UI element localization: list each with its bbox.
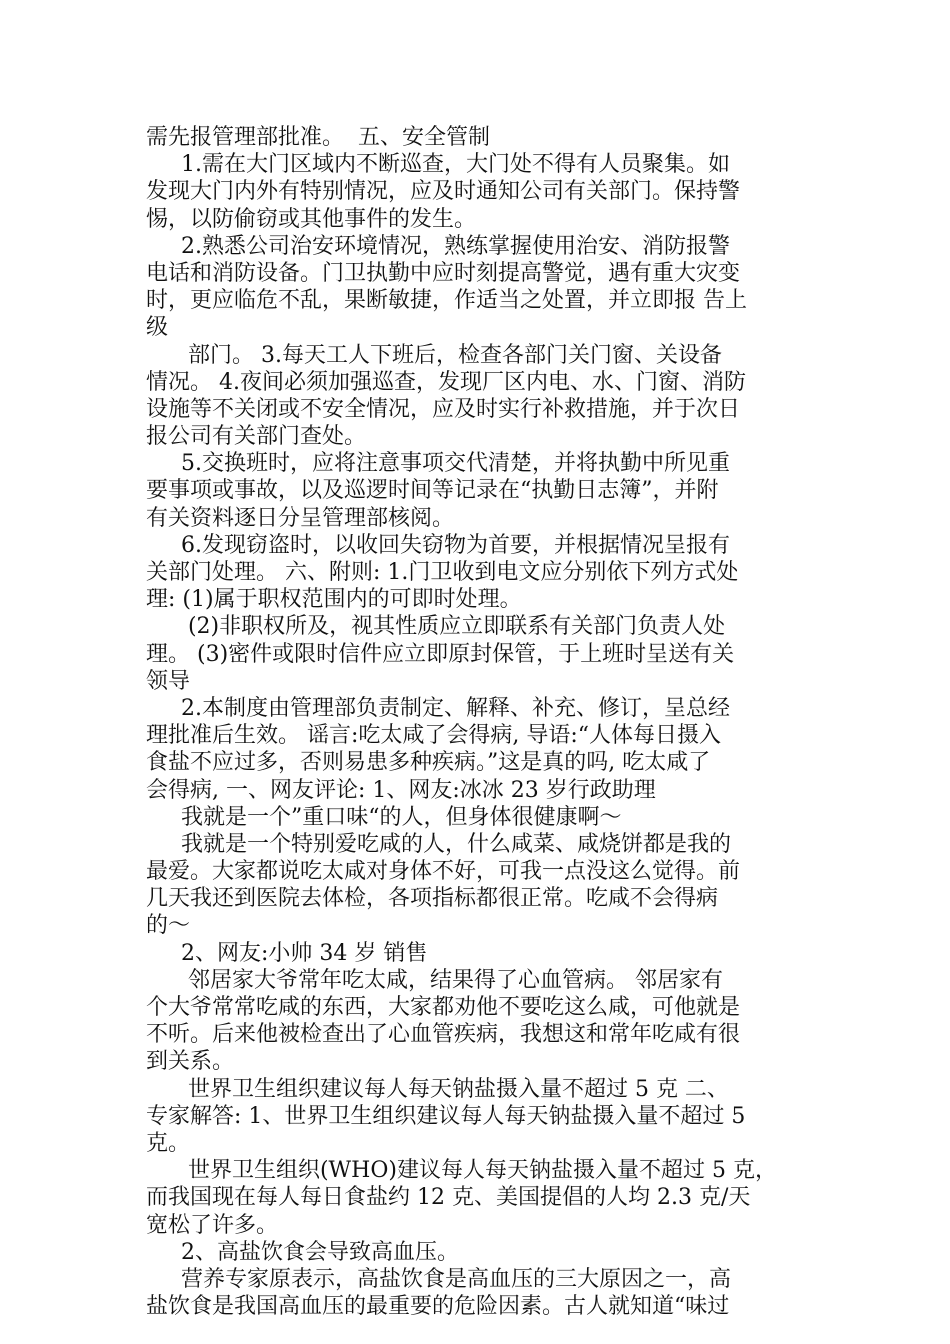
text-line: 部门。 3.每天工人下班后，检查各部门关门窗、关设备 [146,342,722,368]
text-line: 我就是一个”重口味“的人，但身体很健康啊～ [146,804,622,830]
text-line: 几天我还到医院去体检，各项指标都很正常。吃咸不会得病 [146,886,719,912]
text-line: 到关系。 [146,1049,235,1075]
text-line: 世界卫生组织建议每人每天钠盐摄入量不超过 5 克 二、 [146,1076,729,1102]
text-line: 1.需在大门区域内不断巡查，大门处不得有人员聚集。如 [146,152,730,178]
text-line: 邻居家大爷常年吃太咸，结果得了心血管病。 邻居家有 [146,967,723,993]
text-line: 时，更应临危不乱，果断敏捷，作适当之处置，并立即报 告上 [146,288,747,314]
text-line: (2)非职权所及，视其性质应立即联系有关部门负责人处 [146,614,726,640]
document-body [146,124,814,1320]
text-line: 的～ [146,913,191,939]
text-line: 理。 (3)密件或限时信件应立即原封保管，于上班时呈送有关 [146,641,735,667]
text-line: 关部门处理。 六、附则: 1.门卫收到电文应分别依下列方式处 [146,560,739,585]
text-line: 要事项或事故，以及巡逻时间等记录在“执勤日志簿”，并附 [146,478,719,504]
text-line: 2.本制度由管理部负责制定、解释、补充、修订，呈总经 [146,695,730,721]
text-line: 专家解答: 1、世界卫生组织建议每人每天钠盐摄入量不超过 5 [146,1103,746,1129]
text-line: 报公司有关部门查处。 [146,424,367,450]
text-line: 个大爷常常吃咸的东西，大家都劝他不要吃这么咸，可他就是 [146,995,741,1020]
text-line: 2、网友:小帅 34 岁 销售 [146,940,428,966]
text-line: 我就是一个特别爱吃咸的人，什么咸菜、咸烧饼都是我的 [146,831,731,857]
text-line: 食盐不应过多，否则易患多种疾病。”这是真的吗, 吃太咸了 [146,750,711,776]
text-line: 理: (1)属于职权范围内的可即时处理。 [146,587,522,613]
text-line: 2、高盐饮食会导致高血压。 [146,1239,459,1265]
text-line: 惕，以防偷窃或其他事件的发生。 [146,206,477,232]
text-line: 会得病, 一、网友评论: 1、网友:冰冰 23 岁行政助理 [146,777,656,803]
text-line: 盐饮食是我国高血压的最重要的危险因素。古人就知道“味过 [146,1294,730,1320]
text-line: 6.发现窃盗时，以收回失窃物为首要，并根据情况呈报有 [146,532,730,558]
text-line: 发现大门内外有特别情况，应及时通知公司有关部门。保持警 [146,179,741,205]
text-line: 不听。后来他被检查出了心血管疾病，我想这和常年吃咸有很 [146,1022,741,1048]
text-line: 有关资料逐日分呈管理部核阅。 [146,505,455,531]
text-line: 电话和消防设备。门卫执勤中应时刻提高警觉，遇有重大灾变 [146,260,741,286]
text-line: 需先报管理部批准。 五、安全管制 [146,125,490,150]
text-line: 最爱。大家都说吃太咸对身体不好，可我一点没这么觉得。前 [146,859,741,885]
text-line: 领导 [146,668,191,694]
text-line: 克。 [146,1130,191,1156]
text-line: 5.交换班时，应将注意事项交代清楚，并将执勤中所见重 [146,451,730,477]
text-line: 而我国现在每人每日食盐约 12 克、美国提倡的人均 2.3 克/天 [146,1185,751,1211]
text-line: 设施等不关闭或不安全情况，应及时实行补救措施，并于次日 [146,396,741,422]
text-line: 2.熟悉公司治安环境情况，熟练掌握使用治安、消防报警 [146,233,730,259]
text-line: 宽松了许多。 [146,1212,279,1238]
text-line: 营养专家原表示，高盐饮食是高血压的三大原因之一，高 [146,1266,731,1292]
text-line: 世界卫生组织(WHO)建议每人每天钠盐摄入量不超过 5 克， [146,1158,777,1184]
text-line: 理批准后生效。 谣言:吃太咸了会得病, 导语:“人体每日摄入 [146,723,722,749]
text-line: 级 [146,315,169,341]
text-line: 情况。 4.夜间必须加强巡查，发现厂区内电、水、门窗、消防 [146,369,746,395]
